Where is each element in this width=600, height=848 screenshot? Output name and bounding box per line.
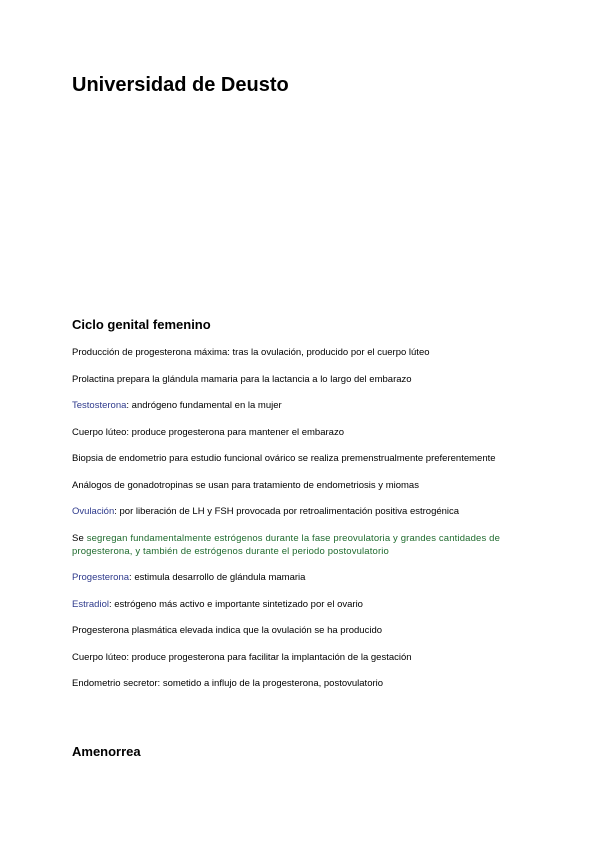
note-item <box>72 452 532 465</box>
section-heading-ciclo-genital: Ciclo genital femenino <box>72 317 211 332</box>
note-text: Producción de progesterona máxima: tras la ovulación, producido por el cuerpo lúteo <box>72 347 430 358</box>
note-item <box>72 426 532 439</box>
note-text: Biopsia de endometrio para estudio funcional ovárico se realiza premenstrualmente preferentemente <box>72 453 496 464</box>
note-item <box>72 571 532 584</box>
note-item <box>72 346 532 359</box>
note-term: Testosterona <box>72 400 127 411</box>
note-item <box>72 399 532 412</box>
note-text: : estimula desarrollo de glándula mamaria <box>129 572 306 583</box>
note-highlight: segregan fundamentalmente estrógenos durante la fase preovulatoria y grandes cantidades de progesterona, y también de estrógenos durante el periodo postovulatorio <box>72 532 501 557</box>
note-text: : por liberación de LH y FSH provocada por retroalimentación positiva estrogénica <box>114 506 460 517</box>
note-prefix: Se <box>72 532 87 544</box>
note-item <box>72 505 532 518</box>
note-text: Análogos de gonadotropinas se usan para tratamiento de endometriosis y miomas <box>72 479 419 491</box>
note-text: Prolactina prepara la glándula mamaria para la lactancia a lo largo del embarazo <box>72 373 412 385</box>
note-text: : andrógeno fundamental en la mujer <box>126 400 282 411</box>
note-item <box>72 677 532 690</box>
note-text: Endometrio secretor: sometido a influjo de la progesterona, postovulatorio <box>72 678 384 689</box>
page-title: Universidad de Deusto <box>72 74 289 96</box>
note-item <box>72 373 532 386</box>
note-term: Progesterona <box>72 572 130 583</box>
note-item <box>72 532 532 558</box>
notes-list <box>72 346 532 704</box>
note-text: : estrógeno más activo e importante sintetizado por el ovario <box>108 598 363 610</box>
note-item <box>72 598 532 611</box>
note-text: Cuerpo lúteo: produce progesterona para mantener el embarazo <box>72 426 344 438</box>
note-item <box>72 651 532 664</box>
note-item <box>72 624 532 637</box>
note-term: Estradiol <box>72 598 109 610</box>
note-item <box>72 479 532 492</box>
note-text: Progesterona plasmática elevada indica que la ovulación se ha producido <box>72 625 383 636</box>
note-text: Cuerpo lúteo: produce progesterona para facilitar la implantación de la gestación <box>72 651 412 663</box>
note-term: Ovulación <box>72 506 115 517</box>
section-heading-amenorrea: Amenorrea <box>72 744 141 759</box>
